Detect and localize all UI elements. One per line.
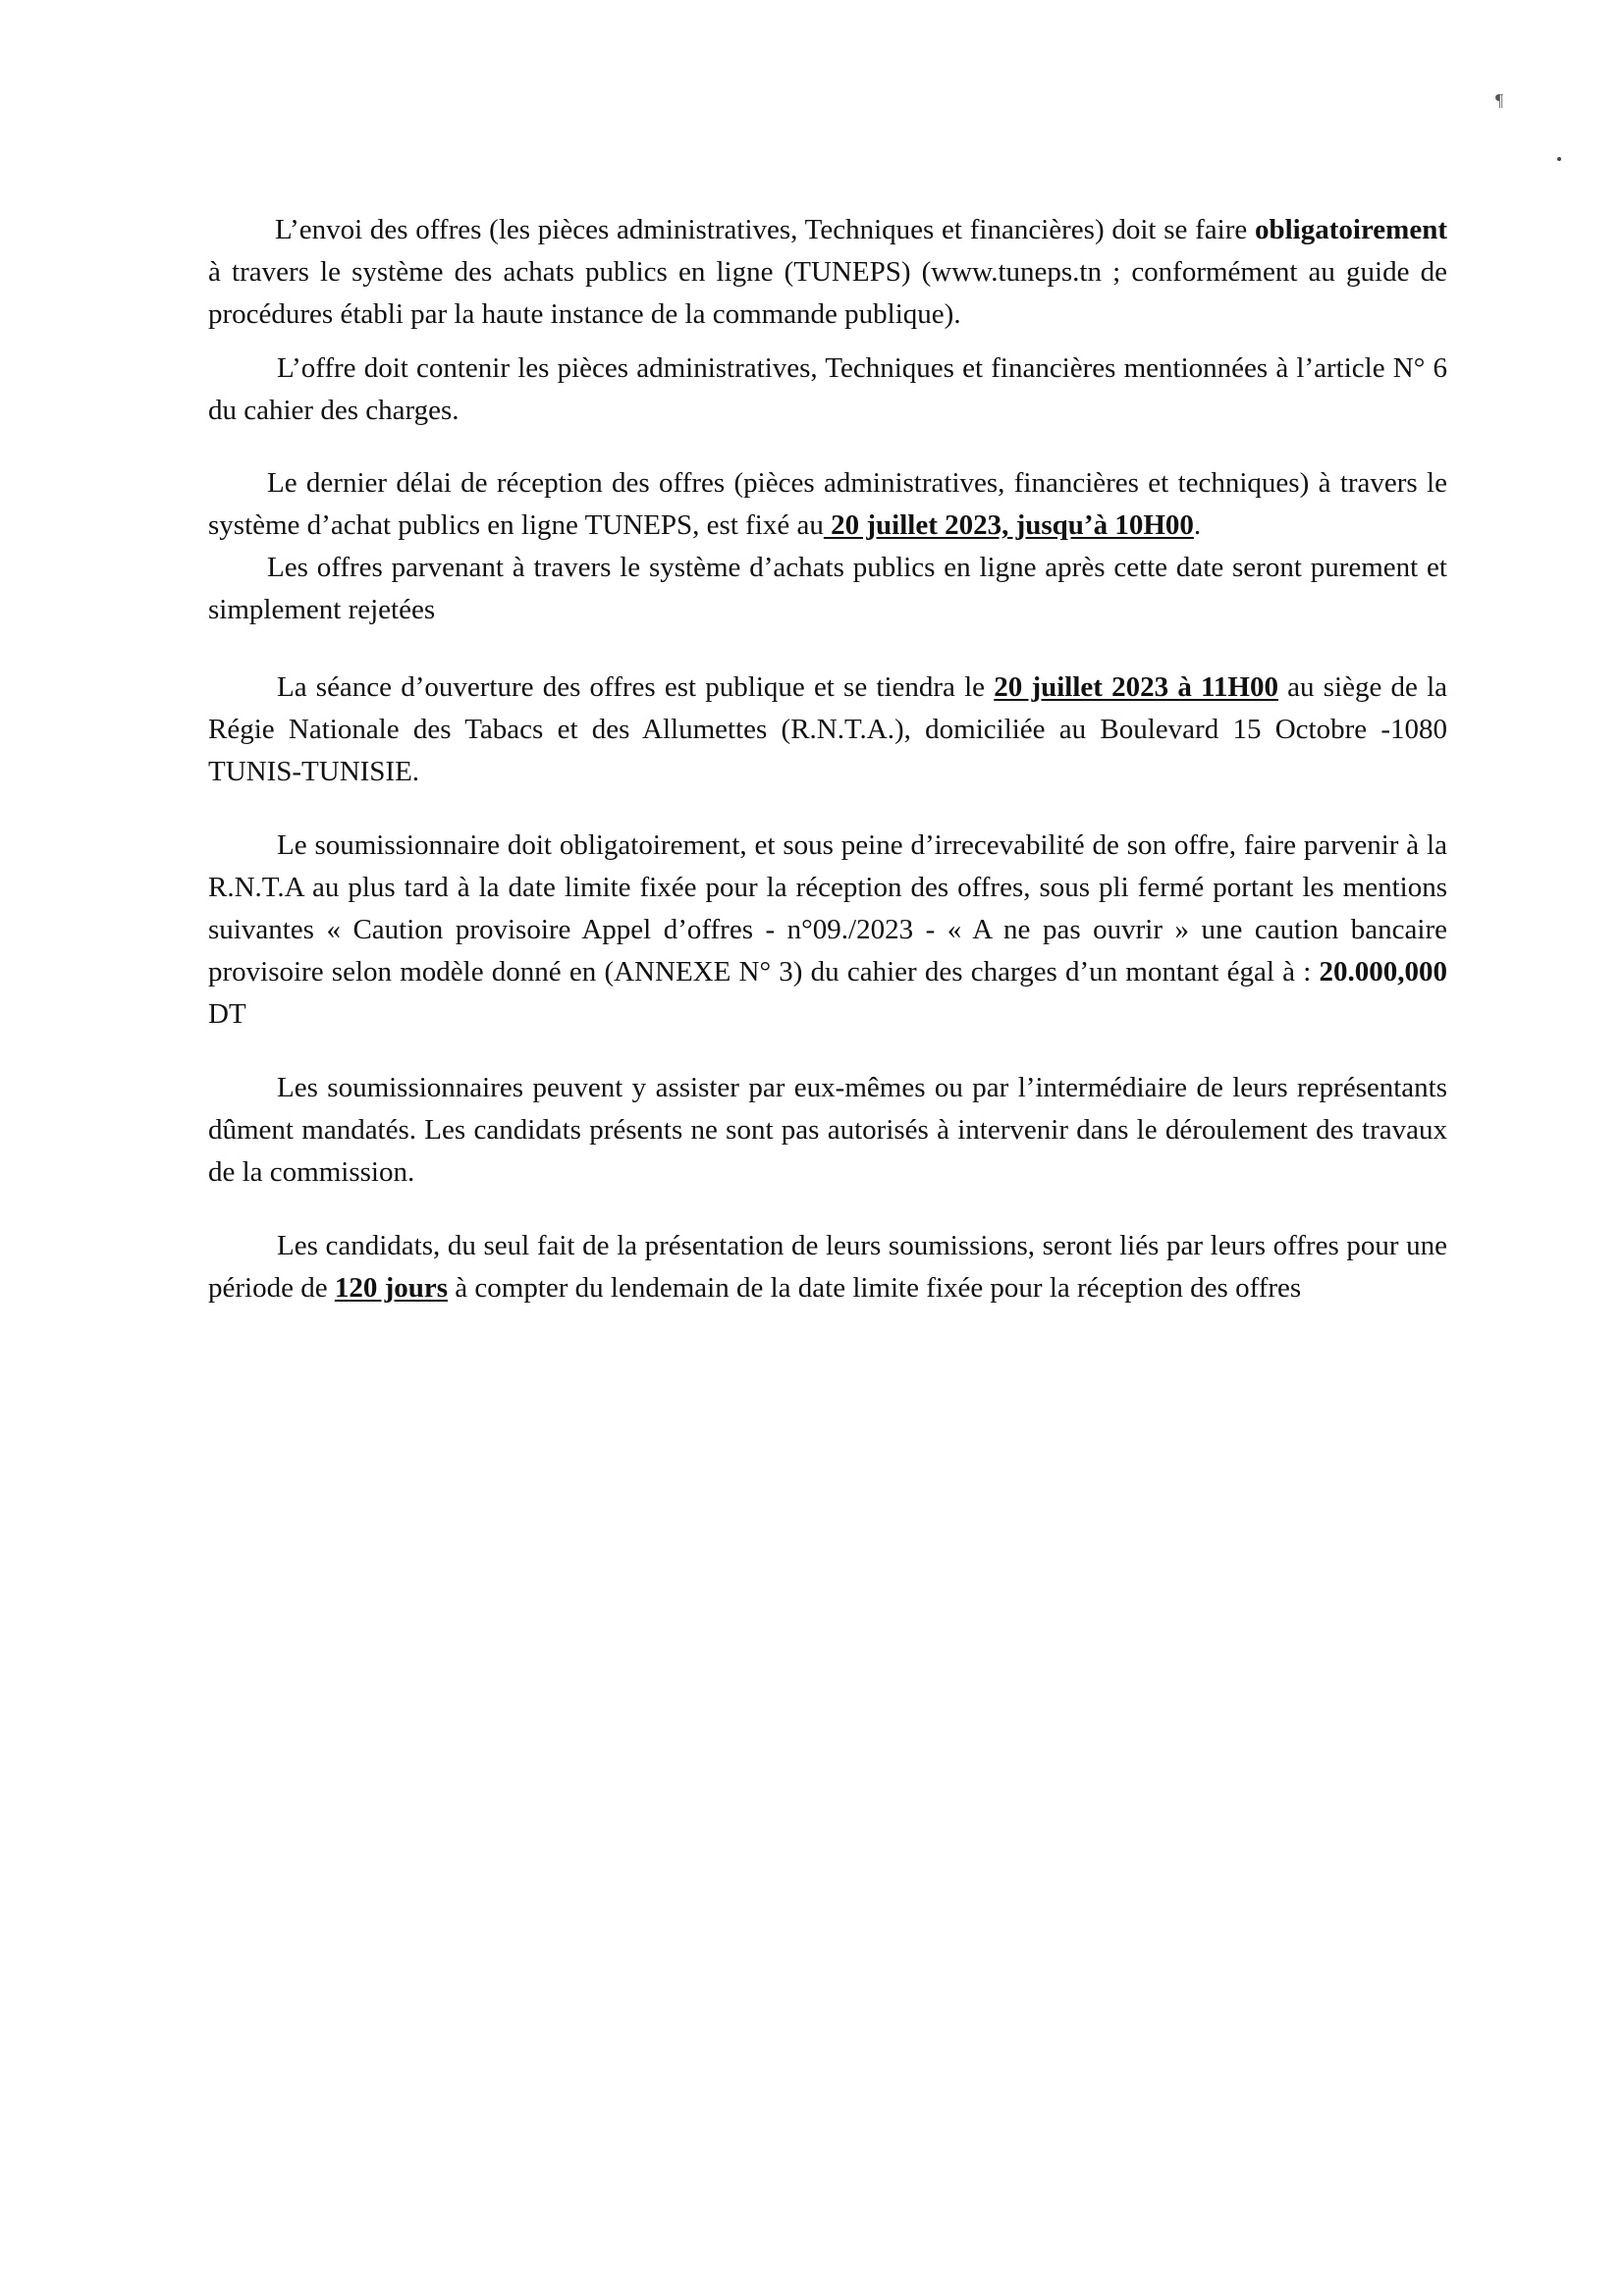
- paragraph-bank-guarantee: [208, 825, 1447, 1036]
- paragraph-deadline: [208, 462, 1447, 547]
- validity-days: 120 jours: [334, 1272, 449, 1304]
- text: au siège de la Régie Nationale des Tabacs et des Allumettes (R.N.T.A.), domiciliée au Boulevard 15 Octobre -1080 TUNIS-TUNISIE.: [208, 671, 1447, 787]
- text: La séance d’ouverture des offres est publique et se tiendra le: [277, 671, 995, 703]
- deadline-date: 20 juillet 2023, jusqu’à 10H00: [823, 509, 1194, 541]
- page-corner-mark: ¶: [1495, 90, 1504, 110]
- document-body: [208, 209, 1447, 1309]
- text: Le soumissionnaire doit obligatoirement, et sous peine d’irrecevabilité de son offre, faire parvenir à la R.N.T.A au plus tard à la date limite fixée pour la réception des offres, sous pli fermé portant les mentions suivantes « Caution provisoire Appel d’offres - n°09./2023 - « A ne pas ouvrir » une caution bancaire provisoire selon modèle donné en (ANNEXE N° 3) du cahier des charges d’un montant égal à :: [208, 829, 1447, 988]
- paragraph-offer-contents: [208, 347, 1447, 432]
- paragraph-attendance: [208, 1067, 1447, 1194]
- emphasis-obligatoirement: obligatoirement: [1255, 214, 1447, 245]
- paragraph-late-offers: [208, 547, 1447, 631]
- text: à travers le système des achats publics en ligne (TUNEPS) (www.tuneps.tn ; conformément au guide de procédures établi par la haute instance de la commande publique).: [208, 256, 1447, 330]
- guarantee-amount: 20.000,000: [1319, 956, 1447, 988]
- paragraph-opening-session: [208, 667, 1447, 793]
- opening-date: 20 juillet 2023 à 11H00: [994, 671, 1278, 703]
- text: à compter du lendemain de la date limite fixée pour la réception des offres: [448, 1272, 1302, 1304]
- text: L’envoi des offres (les pièces administratives, Techniques et financières) doit se faire: [275, 214, 1255, 245]
- paragraph-submission-method: [208, 209, 1447, 336]
- text: Les soumissionnaires peuvent y assister par eux-mêmes ou par l’intermédiaire de leurs représentants dûment mandatés. Les candidats présents ne sont pas autorisés à intervenir dans le déroulement des travaux de la commission.: [208, 1072, 1447, 1188]
- text: .: [1193, 509, 1202, 541]
- paragraph-validity-period: [208, 1225, 1447, 1309]
- text: Les offres parvenant à travers le système d’achats publics en ligne après cette date seront purement et simplement rejetées: [208, 552, 1447, 625]
- text: L’offre doit contenir les pièces administratives, Techniques et financières mentionnées à l’article N° 6 du cahier des charges.: [208, 352, 1447, 426]
- text: Le dernier délai de réception des offres (pièces administratives, financières et techniques) à travers le système d’achat publics en ligne TUNEPS, est fixé au: [208, 467, 1447, 541]
- text: Les candidats, du seul fait de la présentation de leurs soumissions, seront liés par leurs offres pour une période de: [208, 1230, 1447, 1304]
- scan-speck: [1557, 157, 1561, 161]
- text: DT: [208, 998, 246, 1030]
